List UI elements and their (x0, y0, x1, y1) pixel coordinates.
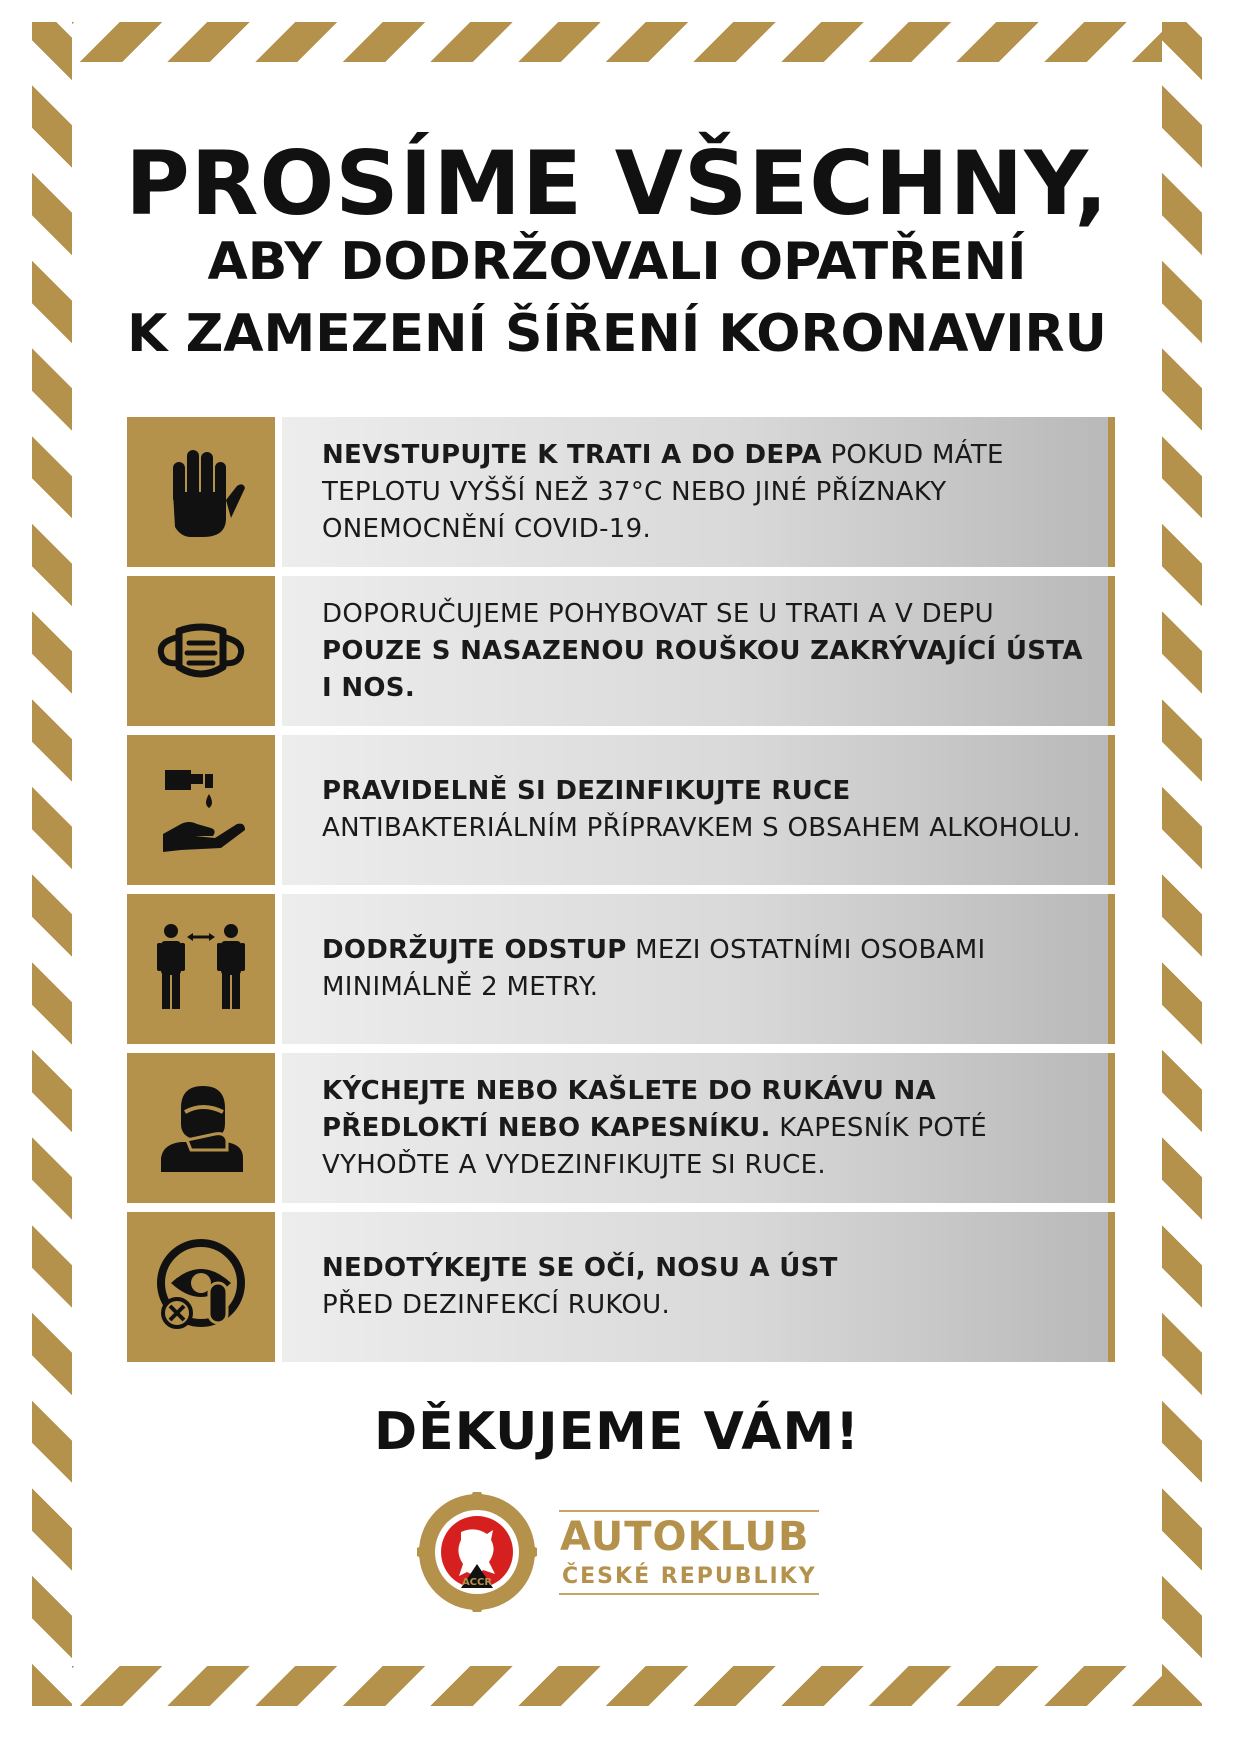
rule-text-box (282, 1053, 1115, 1203)
poster-title: PROSÍME VŠECHNY, (125, 132, 1109, 235)
face-mask-icon (151, 601, 251, 701)
rule-text (282, 932, 1108, 1006)
rule-text-box (282, 1212, 1115, 1362)
poster-content (72, 62, 1162, 1666)
thanks-message: DĚKUJEME VÁM! (374, 1402, 860, 1462)
rule-text (282, 1073, 1108, 1184)
rules-list (127, 417, 1115, 1371)
rule-text-regular: PŘED DEZINFEKCÍ RUKOU. (322, 1290, 671, 1320)
badge-letters: ACCR (461, 1577, 493, 1588)
rule-text (282, 773, 1108, 847)
rule-row (127, 1212, 1115, 1362)
rule-icon-box (127, 1212, 275, 1362)
autoklub-badge-logo (417, 1492, 537, 1612)
frame-stripe-bottom (32, 1666, 1202, 1706)
rule-icon-box (127, 735, 275, 885)
frame-stripe-right (1162, 22, 1202, 1706)
poster-subtitle-line1: ABY DODRŽOVALI OPATŘENÍ (207, 232, 1027, 292)
rule-text-bold: NEDOTÝKEJTE SE OČÍ, NOSU A ÚST (322, 1253, 838, 1283)
rule-text-regular: KAPESNÍK POTÉ VYHOĎTE A VYDEZINFIKUJTE SI RUCE. (322, 1112, 988, 1180)
stop-hand-icon (151, 442, 251, 542)
rule-text-box (282, 894, 1115, 1044)
rule-text-box (282, 576, 1115, 726)
logo-divider-bottom (559, 1593, 819, 1595)
logo-divider-top (559, 1510, 819, 1512)
frame-stripe-top (32, 22, 1202, 62)
social-distance-icon (151, 919, 251, 1019)
rule-text-bold: DODRŽUJTE ODSTUP (322, 935, 627, 965)
rule-text-bold: KÝCHEJTE NEBO KAŠLETE DO RUKÁVU NA PŘEDLOKTÍ NEBO KAPESNÍKU. (322, 1075, 936, 1143)
rule-text-bold: NEVSTUPUJTE K TRATI A DO DEPA (322, 439, 822, 470)
frame-stripe-left (32, 22, 72, 1706)
rule-text (282, 1250, 858, 1324)
logo-subtitle: ČESKÉ REPUBLIKY (562, 1564, 817, 1589)
rule-row (127, 417, 1115, 567)
no-touch-face-icon (151, 1237, 251, 1337)
rule-text-regular: MEZI OSTATNÍMI OSOBAMI MINIMÁLNĚ 2 METRY. (322, 935, 986, 1002)
rule-row (127, 735, 1115, 885)
rule-icon-box (127, 417, 275, 567)
rule-icon-box (127, 576, 275, 726)
rule-text-bold: POUZE S NASAZENOU ROUŠKOU ZAKRÝVAJÍCÍ ÚSTA I NOS. (322, 635, 1083, 703)
logo-name: AUTOKLUB (560, 1514, 810, 1560)
rule-text (282, 437, 1108, 548)
poster-subtitle-line2: K ZAMEZENÍ ŠÍŘENÍ KORONAVIRU (127, 304, 1107, 364)
rule-text-regular: POKUD MÁTE TEPLOTU VYŠŠÍ NEŽ 37°C NEBO JINÉ PŘÍZNAKY ONEMOCNĚNÍ COVID-19. (322, 439, 1004, 544)
rule-text (282, 596, 1108, 707)
rule-row (127, 576, 1115, 726)
rule-row (127, 894, 1115, 1044)
rule-text-box (282, 735, 1115, 885)
rule-text-box (282, 417, 1115, 567)
hand-sanitizer-icon (151, 760, 251, 860)
rule-icon-box (127, 1053, 275, 1203)
rule-icon-box (127, 894, 275, 1044)
rule-text-bold: PRAVIDELNĚ SI DEZINFIKUJTE RUCE (322, 776, 851, 806)
rule-text-regular: ANTIBAKTERIÁLNÍM PŘÍPRAVKEM S OBSAHEM ALKOHOLU. (322, 813, 1081, 843)
rule-row (127, 1053, 1115, 1203)
sneeze-elbow-icon (151, 1078, 251, 1178)
rule-text-regular: DOPORUČUJEME POHYBOVAT SE U TRATI A V DEPU (322, 598, 994, 629)
